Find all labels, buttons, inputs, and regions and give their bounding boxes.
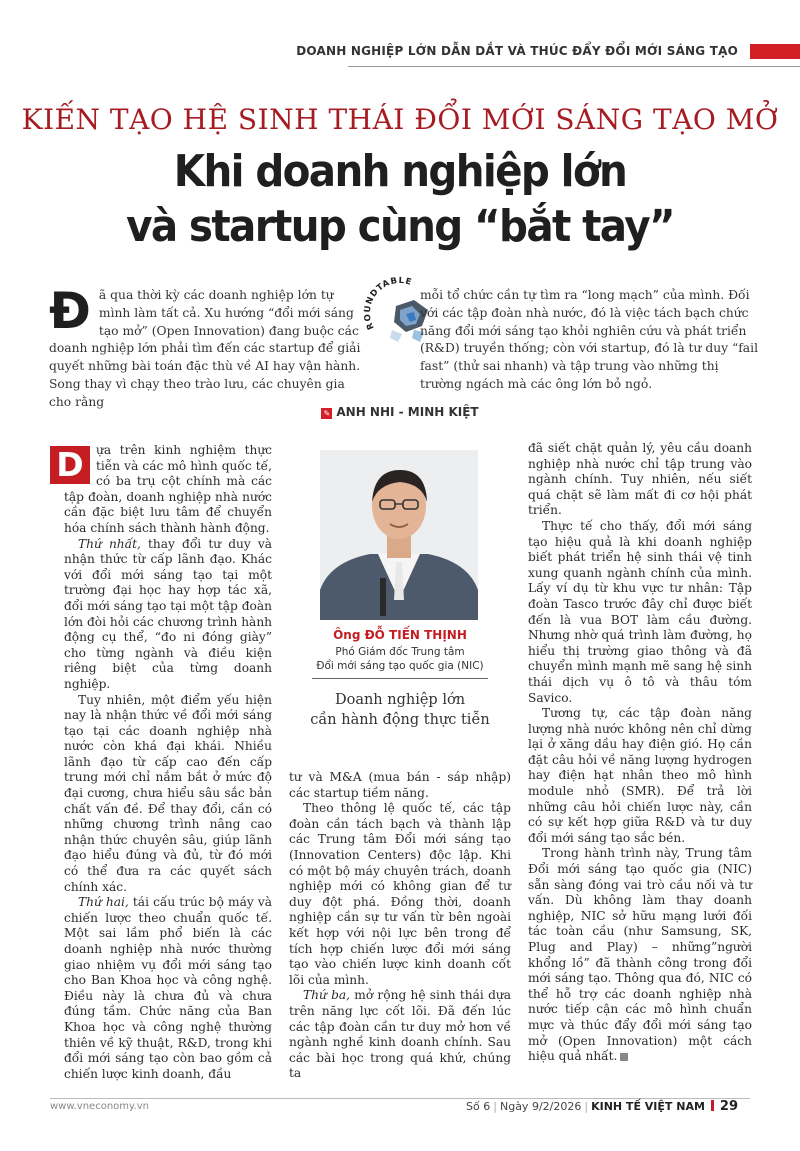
col2-para-3-text: mở rộng hệ sinh thái dựa trên năng lực cốt lõi. Đã đến lúc các tập đoàn cần tư duy mở hơn về ngành nghề kinh doanh chính. Sau các bài học trong quá khứ, chúng ta xyxy=(289,988,511,1081)
column-2 xyxy=(289,770,511,1082)
body-dropcap: D xyxy=(50,446,90,484)
col1-para-2-text: thay đổi tư duy và nhận thức từ cấp lãnh đạo. Khác với đổi mới sáng tạo tại một trường đại học hay hợp tác xã, đổi mới sáng tạo tại một tập đoàn lớn đòi hỏi các chương trình hành động cụ thể, “đo ni đóng giày” cho từng ngành và điều kiện riêng biệt của từng doanh nghiệp. xyxy=(64,536,273,691)
page-number: 29 xyxy=(719,1099,738,1114)
col3-para-4-text: Trong hành trình này, Trung tâm Đổi mới sáng tạo quốc gia (NIC) sẵn sàng đóng vai trò cầu nối và tư vấn. Dù không làm thay doanh nghiệp, NIC sở hữu mạng lưới đối tác toàn cầu (như Samsung, SK, Plug and Play) – những”người khổng lồ” đã thành công trong đổi mới sáng tạo. Thông qua đó, NIC có thể hỗ trợ các doanh nghiệp nhà nước tiếp cận các mô hình chuẩn mực và thúc đẩy đổi mới sáng tạo mở (Open Innovation) một cách hiệu quả nhất. xyxy=(528,846,752,1064)
portrait-illustration xyxy=(320,450,478,620)
col1-para-4-lead: Thứ hai, xyxy=(78,895,129,910)
headline-line-2: và startup cùng “bắt tay” xyxy=(126,201,674,252)
footer-separator xyxy=(711,1100,714,1111)
title-kicker: KIẾN TẠO HỆ SINH THÁI ĐỔI MỚI SÁNG TẠO MỞ xyxy=(21,103,779,136)
pull-quote-line-2: cần hành động thực tiễn xyxy=(310,712,490,728)
lead-dropcap: Đ xyxy=(49,282,91,340)
lead-right: mỗi tổ chức cần tự tìm ra “long mạch” của mình. Đối với các tập đoàn nhà nước, đó là việc tách bạch chức năng đổi mới sáng tạo khỏi nghiên cứu và phát triển (R&D) truyền thống; còn với startup, đó là tư duy “fail fast” (thử sai nhanh) và tập trung vào những thị trường ngách mà các ông lớn bỏ ngỏ. xyxy=(420,288,759,391)
col2-para-1: tư và M&A (mua bán - sáp nhập) các startup tiềm năng. xyxy=(289,770,511,800)
profile-name: Ông ĐỖ TIẾN THỊNH xyxy=(333,628,467,642)
col1-para-4 xyxy=(64,895,272,1082)
footer-date: Ngày 9/2/2026 xyxy=(499,1100,582,1113)
col3-para-3: Tương tự, các tập đoàn năng lượng nhà nước không nên chỉ dừng lại ở xăng dầu hay điện gió. Họ cần đặt câu hỏi về năng lượng hydrogen hay điện hạt nhân theo mô hình module nhỏ (SMR). Để trả lời những câu hỏi chiến lược này, cần có sự kết hợp giữa R&D và tư duy đổi mới sáng tạo sắc bén. xyxy=(528,706,752,845)
col1-para-3: Tuy nhiên, một điểm yếu hiện nay là nhận thức về đổi mới sáng tạo tại các doanh nghiệp nhà nước còn khá đại khái. Nhiều lãnh đạo từ cấp cao đến cấp trung mới chỉ nắm bắt ở mức độ đại cương, chưa hiểu sâu sắc bản chất vấn đề. Để thay đổi, cần có những chương trình nâng cao nhận thức chuyên sâu, giúp lãnh đạo hiểu đúng và đủ, từ đó mới có thể đưa ra các quyết sách chính xác. xyxy=(64,692,272,894)
end-mark xyxy=(620,1053,628,1061)
pull-quote-line-1: Doanh nghiệp lớn xyxy=(334,692,466,708)
byline-text: ANH NHI - MINH KIỆT xyxy=(336,405,479,419)
section-label: DOANH NGHIỆP LỚN DẪN DẮT VÀ THÚC ĐẨY ĐỔI MỚI SÁNG TẠO xyxy=(296,44,738,58)
col2-para-2: Theo thông lệ quốc tế, các tập đoàn cần tách bạch và thành lập các Trung tâm Đổi mới sáng tạo (Innovation Centers) độc lập. Khi có một bộ máy chuyên trách, doanh nghiệp mới có không gian để tư duy đột phá. Đồng thời, doanh nghiệp cần sự tư vấn từ bên ngoài kết hợp với nội lực bên trong để tích hợp chiến lược đổi mới sáng tạo vào chiến lược kinh doanh cốt lõi của mình. xyxy=(289,801,511,987)
col1-para-1-text: ựa trên kinh nghiệm thực tiễn và các mô hình quốc tế, có ba trụ cột chính mà các tập đoàn, doanh nghiệp nhà nước cần đặc biệt lưu tâm để chuyển hóa chính sách thành hành động. xyxy=(64,443,272,535)
column-1 xyxy=(56,443,273,1082)
byline xyxy=(0,405,800,419)
badge-text: ROUNDTABLE xyxy=(362,276,414,331)
column-3 xyxy=(528,441,752,1065)
col2-para-3-lead: Thứ ba, xyxy=(303,988,351,1003)
lead-left xyxy=(49,282,361,412)
portrait-photo xyxy=(320,450,478,620)
col3-para-1: đã siết chặt quản lý, yêu cầu doanh nghiệp nhà nước chỉ tập trung vào ngành chính. Tuy nhiên, nếu siết quá chặt sẽ làm mất đi cơ hội phát triển. xyxy=(528,441,752,518)
profile-role-line-1: Phó Giám đốc Trung tâm xyxy=(335,646,465,658)
footer-info: Số 6 | Ngày 9/2/2026 | KINH TẾ VIỆT NAM 29 xyxy=(466,1099,738,1114)
lead-left-text: ã qua thời kỳ các doanh nghiệp lớn tự mình làm tất cả. Xu hướng “đổi mới sáng tạo mở” (Open Innovation) đang buộc các doanh nghiệp lớn phải tìm đến các startup để giải quyết những bài toán đặc thù về AI hay vận hành. Song thay vì chạy theo trào lưu, các chuyên gia cho rằng xyxy=(49,288,361,409)
author-icon: ✎ xyxy=(321,408,332,419)
profile-role-line-2: Đổi mới sáng tạo quốc gia (NIC) xyxy=(316,660,484,672)
col1-para-1 xyxy=(56,443,272,537)
footer-issue: Số 6 xyxy=(466,1100,491,1113)
headline-line-1: Khi doanh nghiệp lớn xyxy=(173,146,627,197)
pull-quote xyxy=(289,690,511,730)
quote-divider xyxy=(312,678,488,679)
footer-publication: KINH TẾ VIỆT NAM xyxy=(591,1100,705,1113)
col3-para-2: Thực tế cho thấy, đổi mới sáng tạo hiệu quả là khi doanh nghiệp biết phát triển hệ sinh thái vệ tinh xung quanh ngành chính của mình. Lấy ví dụ từ khu vực tư nhân: Tập đoàn Tasco trước đây chỉ được biết đến là vua BOT làm cầu đường. Nhưng nhờ quá trình làm đường, họ hiểu thị trường giao thông và đã chuyển mình mạnh mẽ sang hệ sinh thái dịch vụ ô tô và thâu tóm Savico. xyxy=(528,518,752,705)
col2-para-3 xyxy=(289,988,511,1082)
col1-para-4-text: tái cấu trúc bộ máy và chiến lược theo chuẩn quốc tế. Một sai lầm phổ biến là các doanh nghiệp nhà nước thường giao nhiệm vụ đổi mới sáng tạo cho Ban Khoa học và công nghệ. Điều này là chưa đủ và chưa đúng tầm. Chức năng của Ban Khoa học và công nghệ thường thiên về kỹ thuật, R&D, trong khi đổi mới sáng tạo còn bao gồm cả chiến lược kinh doanh, đầu xyxy=(64,895,272,1081)
section-rule xyxy=(348,66,800,67)
col3-para-4 xyxy=(528,846,752,1064)
footer-site: www.vneconomy.vn xyxy=(50,1101,149,1112)
profile-role xyxy=(289,645,511,673)
section-accent-bar xyxy=(750,44,800,59)
col1-para-2 xyxy=(64,537,272,693)
col1-para-2-lead: Thứ nhất, xyxy=(78,536,141,551)
